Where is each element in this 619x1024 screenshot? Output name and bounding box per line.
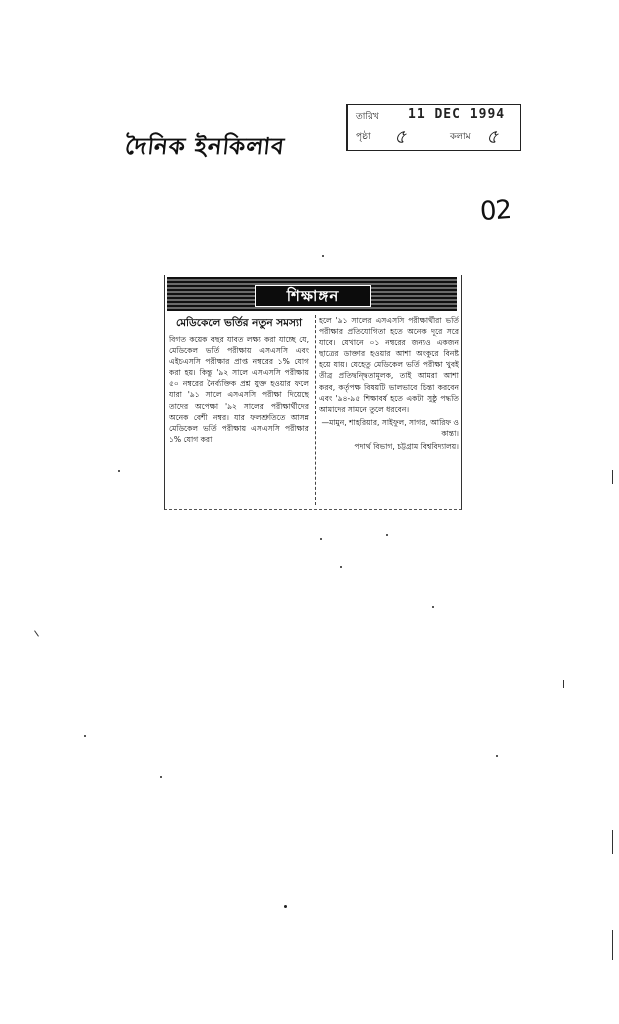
scan-speck <box>386 534 388 536</box>
scan-mark <box>612 930 613 960</box>
stamp-column-value: ৫ <box>486 126 499 148</box>
scan-speck <box>320 538 322 540</box>
article-right-text: হলে '৯১ সালের এসএসসি পরীক্ষার্থীরা ভর্তি পরীক্ষার প্রতিযোগিতা হতে অনেক দূরে সরে যাবে। যেখানে ০১ নম্বরের জন্যও একজন ছাত্রের ডাক্তার হওয়ার আশা অংকুরে বিনষ্ট হয়ে যায়। যেহেতু মেডিকেল ভর্তি পরীক্ষা খুবই তীব্র প্রতিদ্বন্দ্বিতামূলক, তাই আমরা আশা করব, কর্তৃপক্ষ বিষয়টি ভালভাবে চিন্তা করবেন এবং '৯৪-৯৫ শিক্ষাবর্ষ হতে একটা সুষ্ঠু পদ্ধতি আমাদের সামনে তুলে ধরবেন। <box>319 316 459 414</box>
article-headline: মেডিকেলে ভর্তির নতুন সমস্যা <box>175 317 303 329</box>
scan-speck <box>340 566 342 568</box>
article-left-column <box>169 315 309 505</box>
scan-mark <box>612 830 613 854</box>
stamp-column-label: কলাম <box>450 132 471 142</box>
newspaper-masthead: দৈনিক ইনকিলাব <box>123 133 287 160</box>
scan-mark <box>34 630 39 636</box>
scan-speck <box>322 255 324 257</box>
stamp-page-label: পৃষ্ঠা <box>356 132 371 142</box>
section-banner <box>167 277 457 311</box>
stamp-page-value: ৫ <box>394 126 407 148</box>
scan-speck <box>496 755 498 757</box>
handwritten-number: 02 <box>478 194 513 228</box>
section-title: শিক্ষাঙ্গন <box>255 285 371 307</box>
scan-speck <box>84 735 86 737</box>
date-stamp <box>346 104 521 151</box>
column-divider <box>315 315 316 505</box>
scan-speck <box>284 905 287 908</box>
article-signature: —মামুন, শাহরিয়ার, সাইফুল, সাগর, আরিফ ও কান্তা। <box>321 417 459 438</box>
stamp-date-label: তারিখ <box>356 112 379 122</box>
scan-mark <box>612 470 613 484</box>
stamp-date-value: 11 DEC 1994 <box>408 107 506 122</box>
scan-speck <box>160 776 162 778</box>
article-right-column <box>319 315 459 505</box>
newspaper-clipping <box>164 275 462 510</box>
scan-mark <box>563 680 564 688</box>
article-left-text: বিগত কয়েক বছর যাবত লক্ষ্য করা যাচ্ছে যে, মেডিকেল ভর্তি পরীক্ষায় এসএসসি এবং এইচএসসি পরীক্ষার প্রাপ্ত নম্বরের ১% যোগ করা হয়। কিন্তু '৯২ সালে এসএসসি পরীক্ষায় ৫০ নম্বরের নৈর্ব্যক্তিক প্রশ্ন যুক্ত হওয়ার ফলে যারা '৯১ সালে এসএসসি পরীক্ষা দিয়েছে তাদের অপেক্ষা '৯২ সালের পরীক্ষার্থীদের অনেক বেশী নম্বর। যার ফলশ্রুতিতে আসন্ন মেডিকেল ভর্তি পরীক্ষায় এসএসসি পরীক্ষার ১% যোগ করা <box>169 335 309 444</box>
article-affiliation: পদার্থ বিভাগ, চট্টগ্রাম বিশ্ববিদ্যালয়। <box>354 442 459 452</box>
scan-speck <box>432 606 434 608</box>
scan-speck <box>118 470 120 472</box>
